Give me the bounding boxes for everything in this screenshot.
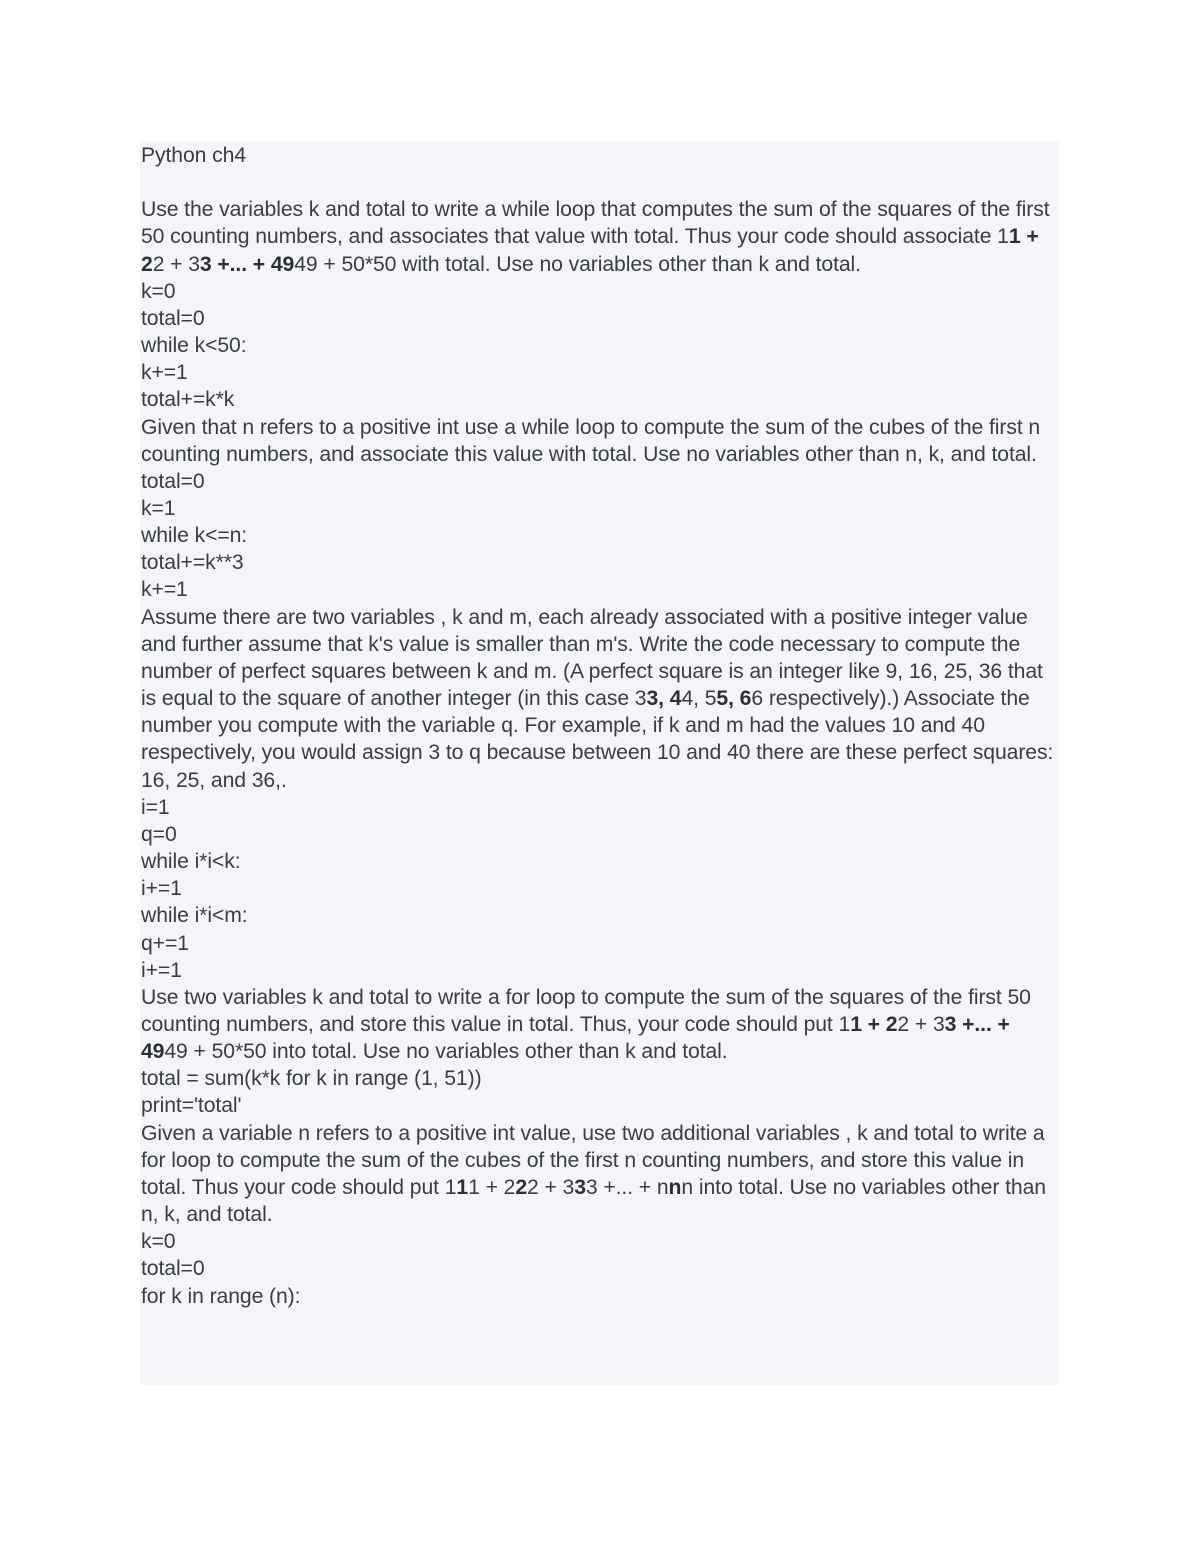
code-line: while i*i<m: <box>141 904 248 928</box>
code-line: while i*i<k: <box>141 850 241 874</box>
question-1-text: Use the variables k and total to write a while loop that computes the sum of the squares of the first 50 counting numbers, and associates that value with total. Thus your code should associate 11 + 22 + 33 +... + 4949 + 50*50 with total. Use no variables other than k and total. <box>141 198 1050 276</box>
code-line: i=1 <box>141 795 170 819</box>
code-line: total = sum(k*k for k in range (1, 51)) <box>141 1067 482 1091</box>
code-line: total=0 <box>141 306 205 330</box>
code-line: total+=k**3 <box>141 551 244 575</box>
document-title: Python ch4 <box>141 144 247 167</box>
code-line: q+=1 <box>141 931 189 955</box>
code-line: q=0 <box>141 822 177 846</box>
question-5-text: Given a variable n refers to a positive int value, use two additional variables , k and total to write a for loop to compute the sum of the cubes of the first n counting numbers, and store this value in total. Thus your code should put 111 + 222 + 333 +... + nnn into total. Use no variables other than n, k, and total. <box>141 1121 1046 1227</box>
code-line: total=0 <box>141 1257 205 1281</box>
code-line: k=0 <box>141 1230 176 1254</box>
question-2-text: Given that n refers to a positive int use a while loop to compute the sum of the cubes of the first n counting numbers, and associate this value with total. Use no variables other than n, k, and total. <box>141 415 1041 466</box>
question-3-text: Assume there are two variables , k and m, each already associated with a positive integer value and further assume that k's value is smaller than m's. Write the code necessary to compute the number of perfect squares between k and m. (A perfect square is an integer like 9, 16, 25, 36 that is equal to the square of another integer (in this case 33, 44, 55, 66 respectively).) Associate the number you compute with the variable q. For example, if k and m had the values 10 and 40 respectively, you would assign 3 to q because between 10 and 40 there are these perfect squares: 16, 25, and 36,. <box>141 605 1054 792</box>
code-line: k=1 <box>141 497 176 521</box>
code-line: while k<=n: <box>141 524 248 548</box>
code-line: for k in range (n): <box>141 1284 301 1308</box>
code-line: total=0 <box>141 469 205 493</box>
code-line: while k<50: <box>141 334 247 358</box>
code-line: k+=1 <box>141 361 188 385</box>
document-body <box>140 142 1059 1310</box>
question-4-text: Use two variables k and total to write a for loop to compute the sum of the squares of the first 50 counting numbers, and store this value in total. Thus, your code should put 11 + 22 + 33 +... + 4949 + 50*50 into total. Use no variables other than k and total. <box>141 985 1031 1064</box>
code-line: i+=1 <box>141 877 182 901</box>
code-line: k+=1 <box>141 578 188 602</box>
code-line: i+=1 <box>141 958 182 982</box>
document-page <box>140 141 1059 1385</box>
code-line: print='total' <box>141 1094 242 1118</box>
code-line: total+=k*k <box>141 388 235 412</box>
code-line: k=0 <box>141 279 176 303</box>
blank-line <box>141 169 1057 196</box>
